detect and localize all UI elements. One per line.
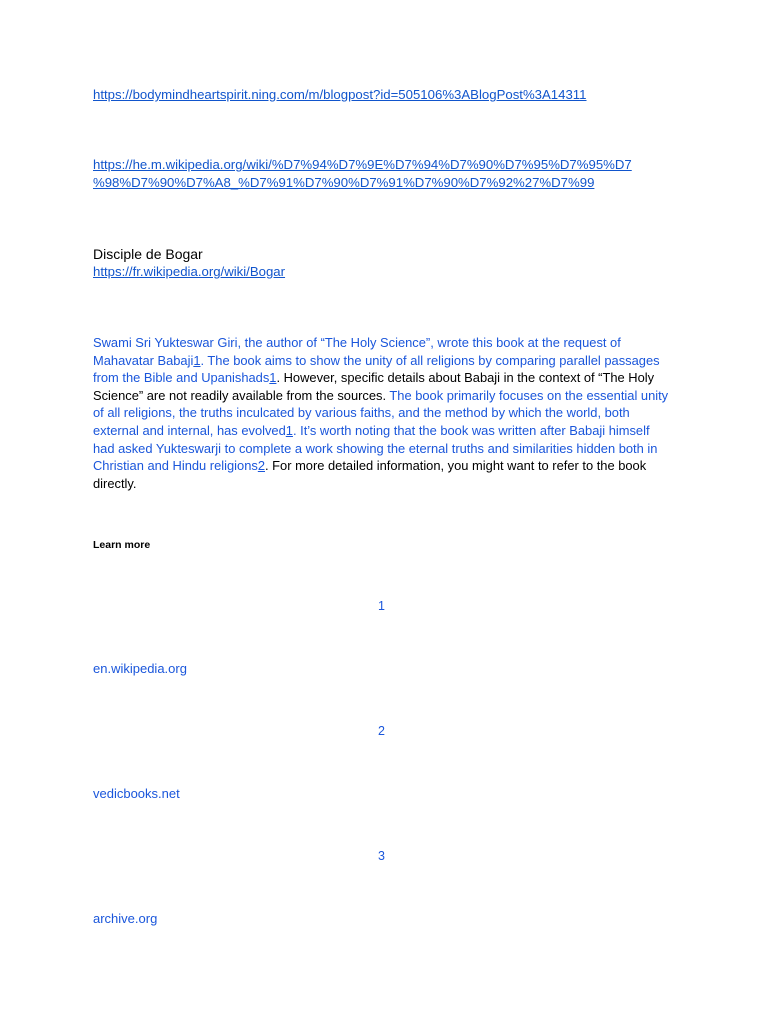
hebrew-wikipedia-link-line2[interactable]: %98%D7%90%D7%A8_%D7%91%D7%90%D7%91%D7%90%D7%92%27%D7%99 bbox=[93, 175, 595, 190]
answer-sentence-1: Swami Sri Yukteswar Giri, the author of “The Holy Science”, wrote this book at the request of Mahavatar Babaji bbox=[93, 335, 621, 368]
learn-more-label: Learn more bbox=[93, 539, 151, 551]
answer-sentence-4: The book primarily focuses on the essential unity of all religions, the truths inculcated by various faiths, and the method by which the world, both external and internal, has evolved bbox=[93, 387, 669, 438]
source-number: 3 bbox=[378, 849, 385, 863]
source-link-vedicbooks[interactable]: vedicbooks.net bbox=[93, 786, 180, 801]
source-link-wikipedia[interactable]: en.wikipedia.org bbox=[93, 661, 187, 676]
hebrew-wikipedia-link-block bbox=[93, 156, 673, 192]
citation-ref-4[interactable]: 2 bbox=[257, 458, 265, 474]
answer-sentence-2: . The book aims to show the unity of all religions by comparing parallel passages from the Bible and Upanishads bbox=[93, 352, 660, 386]
citation-ref-1[interactable]: 1 bbox=[193, 352, 201, 368]
ning-blogpost-link[interactable]: https://bodymindheartspirit.ning.com/m/blogpost?id=505106%3ABlogPost%3A14311 bbox=[93, 87, 587, 102]
answer-sentence-3: . However, specific details about Babaji in the context of “The Holy Science” are not readily available from the sources. bbox=[93, 370, 655, 403]
bogar-wikipedia-link[interactable]: https://fr.wikipedia.org/wiki/Bogar bbox=[93, 264, 286, 279]
source-number: 1 bbox=[378, 599, 385, 613]
bogar-heading: Disciple de Bogar bbox=[93, 246, 203, 262]
answer-paragraph bbox=[93, 334, 673, 492]
answer-sentence-5: . It’s worth noting that the book was written after Babaji himself had asked Yukteswarji to complete a work showing the eternal truths and similarities hidden both in Christian and Hindu religions bbox=[93, 422, 658, 474]
answer-sentence-6: . For more detailed information, you might want to refer to the book directly. bbox=[93, 458, 647, 491]
citation-ref-2[interactable]: 1 bbox=[269, 370, 277, 386]
source-link-archive[interactable]: archive.org bbox=[93, 911, 158, 926]
citation-ref-3[interactable]: 1 bbox=[285, 422, 293, 438]
source-number: 2 bbox=[378, 724, 385, 738]
hebrew-wikipedia-link-line1[interactable]: https://he.m.wikipedia.org/wiki/%D7%94%D7%9E%D7%94%D7%90%D7%95%D7%95%D7 bbox=[93, 157, 632, 172]
